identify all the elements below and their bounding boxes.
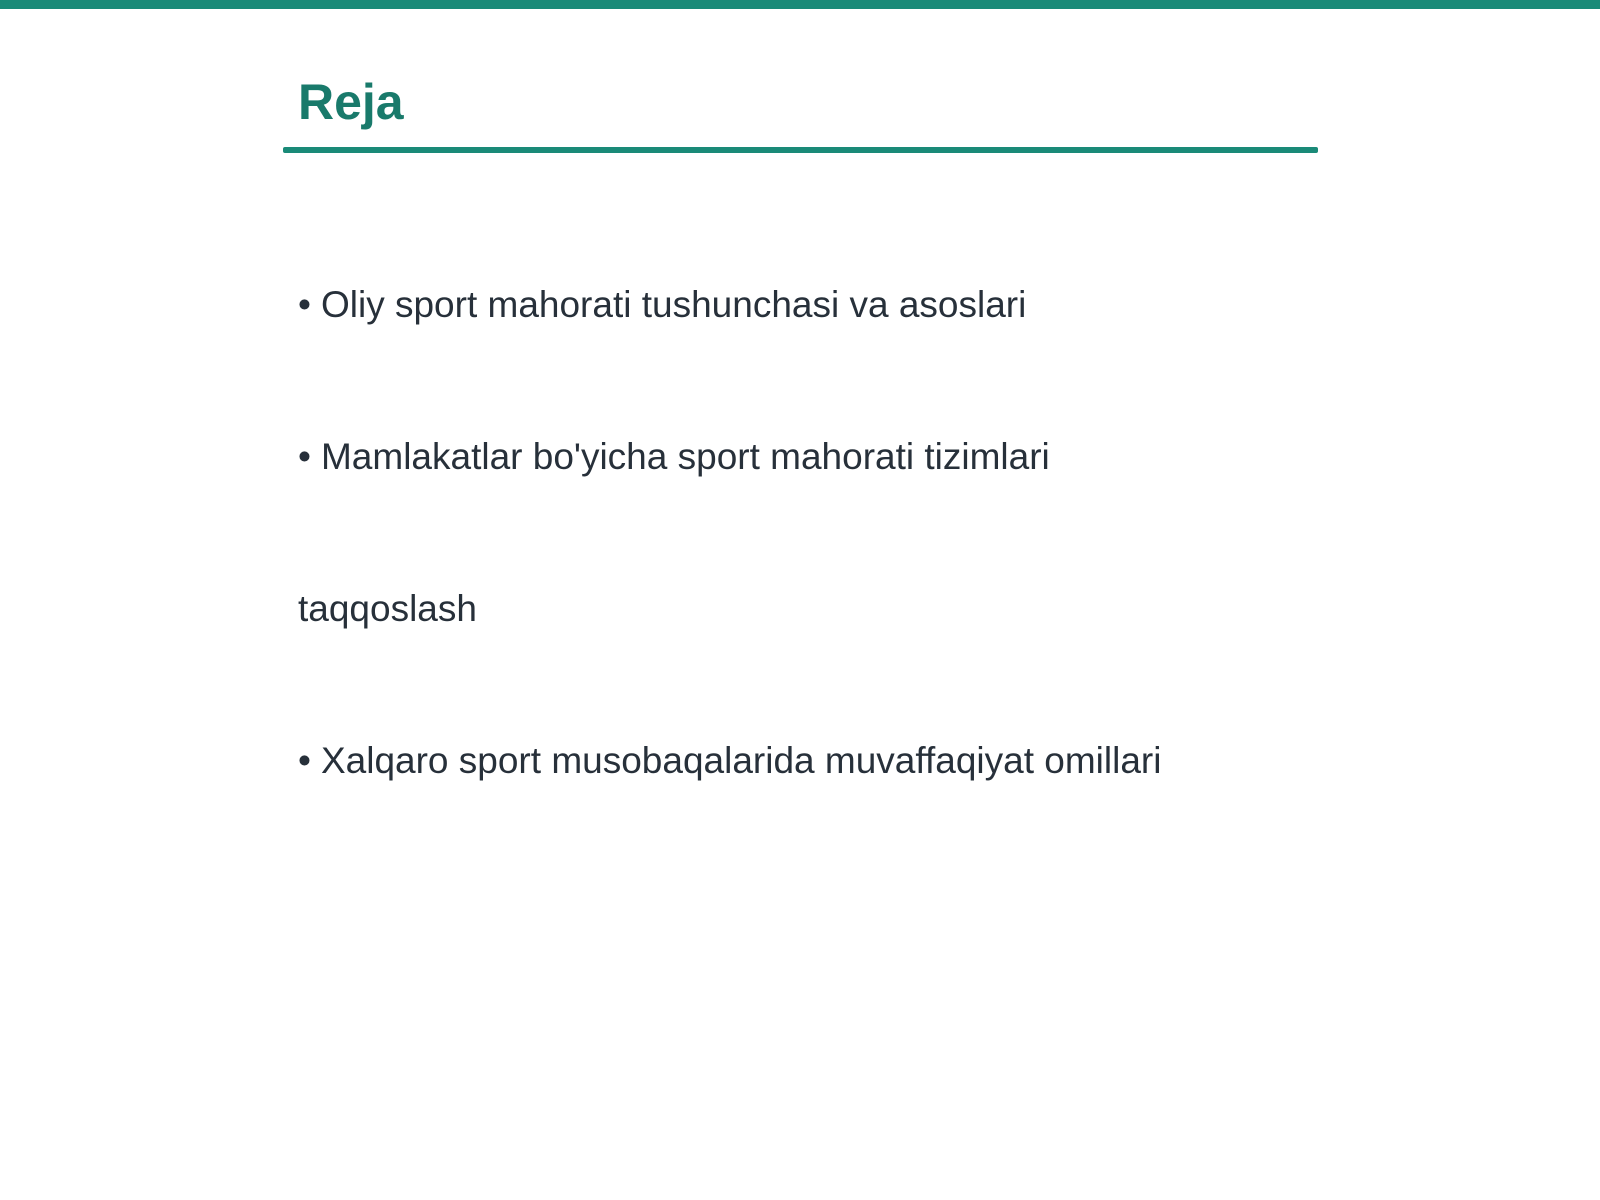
bullet-text: Xalqaro sport musobaqalarida muvaffaqiyat omillari: [320, 740, 1162, 781]
top-accent-bar: [0, 0, 1600, 9]
continuation-text: taqqoslash: [298, 588, 477, 629]
bullet-text: Mamlakatlar bo'yicha sport mahorati tizimlari: [320, 436, 1050, 477]
bullet-marker: •: [298, 436, 311, 477]
bullet-marker: •: [298, 740, 311, 781]
continuation-line: [298, 586, 477, 632]
slide-title: Reja: [298, 74, 404, 130]
bullet-marker: •: [298, 284, 311, 325]
bullet-item: [298, 434, 1050, 480]
bullet-item: [298, 282, 1026, 328]
bullet-text: Oliy sport mahorati tushunchasi va asoslari: [320, 284, 1027, 325]
bullet-item: [298, 738, 1161, 784]
title-underline: [283, 147, 1318, 153]
